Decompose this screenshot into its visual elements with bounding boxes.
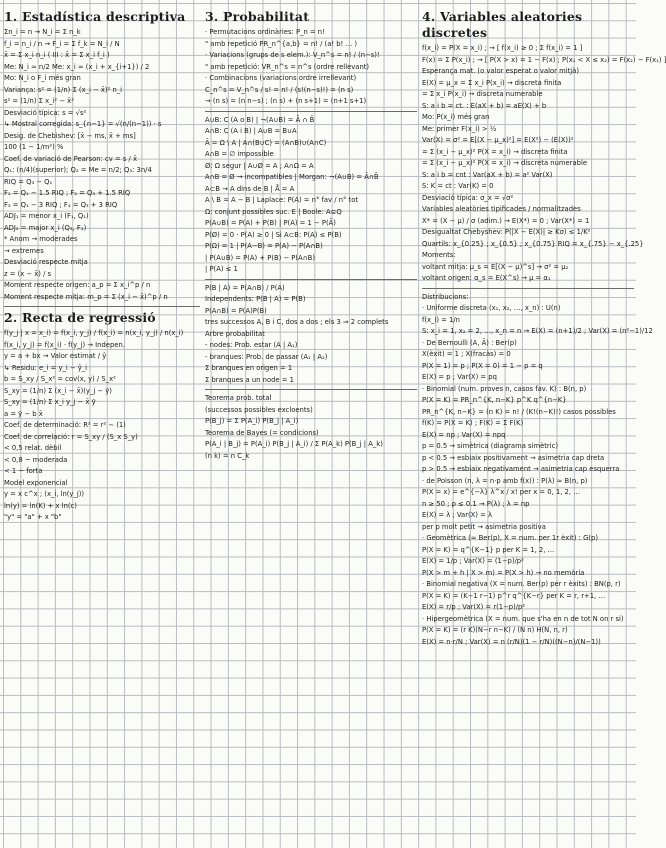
- formula-line: C_n^s = V_n^s / s! = n! / (s!(n−s)!) = (n s): [205, 85, 354, 94]
- formula-line: Esperança mat. (o valor esperat o valor mitjà): [422, 67, 579, 75]
- formula-line: | P(A) ≤ 1: [205, 265, 238, 273]
- formula-line: · Combinacions (variacions ordre irrellevant): [205, 74, 357, 82]
- formula-line: Mo: N_i o F_i més gran: [4, 74, 81, 82]
- formula-line: = Σ x_i P(x_i) → discreta numerable: [422, 90, 543, 98]
- formula-line: f(x_i) = 1/n: [422, 315, 460, 324]
- divider: [205, 111, 417, 112]
- formula-line: ln(y) = ln(K) + x ln(c): [4, 501, 77, 510]
- column-right: [422, 6, 666, 844]
- formula-line: (n k) = n C_k: [205, 451, 250, 460]
- formula-line: P(X = 1) = p ; P(X = 0) = 1 − p = q: [422, 361, 543, 370]
- formula-line: f(K) = P(X = K) ; F(K) = Σ F(K): [422, 419, 524, 427]
- formula-line: f(x_i) = P(X = x_i) ; → [ f(x_i) ≥ 0 ; Σ f(x_i) = 1 ]: [422, 44, 583, 52]
- formula-line: Ø: Ω segur | A∪Ø = A ; A∩Ω = A: [205, 161, 314, 170]
- conditional-probability-lines: [205, 283, 417, 387]
- formula-line: Variables aleatòries tipificades / normalitzades: [422, 205, 581, 213]
- formula-line: P(B | A) = P(A∩B) / P(A): [205, 283, 285, 292]
- formula-line: P(X > m + h | X > m) = P(X > h) → no memòria: [422, 568, 585, 577]
- formula-line: S_xy = (1/n) Σ x_i y_j − x̄ ȳ: [4, 398, 96, 406]
- formula-line: = Σ (x_i − μ_x)² P(X = x_i) → discreta finita: [422, 147, 568, 156]
- formula-line: Teorema prob. total: [205, 394, 272, 402]
- formula-line: PR_n^{K, n−K} = (n K) = n! / (K!(n−K)!) casos possibles: [422, 407, 616, 416]
- formula-line: Ā = Ω \ A | A∩(B∪C) = (A∩B)∪(A∩C): [205, 138, 327, 147]
- formula-line: Moment respecte mitja: m_p = Σ (x_i − x̄)^p / n: [4, 292, 168, 301]
- formula-line: S: x_i = 1, x₂ = 2, …, x_n = n → E(X) = (n+1)/2 ; Var(X) = (n²−1)/12: [422, 327, 653, 335]
- formula-line: · Binomial negativa (X = num. Ber(p) per r èxits) : BN(p, r): [422, 580, 621, 588]
- formula-line: (successos possibles excloents): [205, 405, 313, 414]
- formula-line: A∪B: C (A o B) | ¬(A∪B) = Ā ∩ B̄: [205, 115, 315, 124]
- formula-line: F₁ = Q₁ − 1.5 RIQ ; F₂ = Q₃ + 1.5 RIQ: [4, 189, 131, 197]
- formula-line: RIQ = Q₃ − Q₁: [4, 177, 53, 186]
- formula-line: ADJ₁ = menor x_i (F₁, Q₁): [4, 212, 89, 220]
- formula-line: Model exponencial: [4, 478, 68, 487]
- formula-line: x̄ = Σ x_i n_i ( III : x̄ = Σ x_i f_i ): [4, 51, 110, 59]
- column-middle: [205, 6, 417, 844]
- formula-line: Var(X) = σ² = E[(X − μ_x)²] = E(X²) − (E(X))²: [422, 136, 574, 144]
- formula-line: Me: N_i ≈ n/2 Me: x_i ≈ (x_i + x_{i+1}) / 2: [4, 62, 150, 71]
- formula-line: y = x c^x ; (x_i, ln(y_j)): [4, 490, 85, 498]
- formula-line: Desviació típica: σ_x = √σ²: [422, 193, 514, 202]
- formula-line: E(X) = 1/p ; Var(X) = (1−p)/p²: [422, 557, 524, 565]
- section-title-descriptive-statistics: 1. Estadística descriptiva: [4, 9, 186, 24]
- formula-line: · de Poisson (n, λ = n·p amb f(x)) : P(λ) ≈ B(n, p): [422, 476, 588, 485]
- formula-line: per p molt petit → asimetria positiva: [422, 522, 546, 531]
- section-title-regression: 2. Recta de regressió: [4, 310, 156, 325]
- formula-line: 100 (1 − 1/m²) %: [4, 143, 64, 151]
- formula-line: < 1 ~ forta: [4, 467, 43, 475]
- formula-line: P(A∪B) = P(A) + P(B) | P(A) = 1 − P(Ā): [205, 219, 336, 227]
- formula-line: S: K = ct : Var(K) = 0: [422, 182, 494, 190]
- formula-line: P(A_i | B_j) = P(A_i) P(B_j | A_i) / Σ P(A_k) P(B_j | A_k): [205, 440, 383, 448]
- formula-line: P(X = K) = (r K)(N−r n−K) / (N n) H(N, n, r): [422, 626, 568, 634]
- formula-line: Σ branques en origen = 1: [205, 364, 293, 372]
- formula-line: S: a i b = cnt : Var(aX + b) = a² Var(X): [422, 170, 553, 179]
- formula-line: Σ branques a un node = 1: [205, 375, 294, 384]
- formula-line: A∩B: C (A i B) | A∪B = B∪A: [205, 127, 297, 135]
- formula-line: ↳ Residu: e_i = y_i − ŷ_i: [4, 363, 88, 372]
- formula-line: A∩B = Ø → incompatibles | Morgan: ¬(A∪B) = Ā∩B̄: [205, 173, 379, 181]
- descriptive-statistics-lines: [4, 27, 200, 303]
- formula-line: → extremes: [4, 246, 44, 255]
- set-operations-lines: [205, 115, 417, 276]
- discrete-variable-lines: [422, 43, 666, 285]
- formula-line: Σn_i = n → N_i = Σ n_k: [4, 28, 81, 36]
- formula-line: P(X = K) = PR_n^{K, n−K} p^K q^{n−K}: [422, 396, 567, 404]
- formula-line: Coef. de determinació: R² = r² ∼ (1): [4, 421, 126, 429]
- formula-line: voltant mitja: μ_s = E[(X − μ)^s] → σ² = μ₂: [422, 262, 569, 271]
- formula-line: y = a + bx → Valor estimat / ŷ: [4, 352, 107, 360]
- formula-line: P(Ω) = 1 | P(A−B) = P(A) − P(A∩B): [205, 242, 323, 250]
- formula-line: A⊂B → A dins de B | Ā̄ = A: [205, 184, 295, 193]
- divider: [205, 279, 417, 280]
- formula-line: Distribucions:: [422, 292, 469, 301]
- formula-line: E(X) = np ; Var(X) = npq: [422, 430, 506, 439]
- formula-line: P(A∩B) = P(A)P(B): [205, 306, 267, 315]
- distribution-lines: [422, 292, 653, 649]
- formula-line: Coef. de correlació: r = S_xy / (S_x S_y): [4, 432, 138, 441]
- regression-lines: [4, 328, 200, 524]
- bayes-lines: [205, 393, 417, 462]
- formula-line: ADJ₂ = major x_i (Q₃, F₂): [4, 223, 87, 232]
- formula-line: * Anom → moderades: [4, 235, 78, 243]
- formula-line: Desviació respecte mitja: [4, 258, 88, 266]
- formula-line: Desig. de Chebishev: [x̄ − ms, x̄ + ms]: [4, 131, 136, 140]
- formula-line: "y" = "a" + x "b": [4, 513, 62, 521]
- formula-line: f_i = n_i / n → F_i = Σ f_k = N_i / N: [4, 39, 120, 48]
- formula-line: E(X) = n·r/N ; Var(X) = n (r/N)(1 − r/N)((N−n)/(N−1)): [422, 637, 601, 646]
- formula-line: Moments:: [422, 251, 456, 259]
- formula-line: n ≥ 50 ; p ≤ 0.1 → P(λ) ; λ = np: [422, 499, 530, 508]
- formula-line: " amb repetició PR_n^{a,b} = n! / (a! b! … ): [205, 39, 358, 48]
- combinatorics-lines: [205, 27, 417, 108]
- formula-line: ↳ Mostral corregida: s_{n−1} = √(n/(n−1)) · s: [4, 120, 162, 128]
- formula-line: - nodes: Prob. estar (A | A₁): [205, 341, 298, 349]
- formula-line: E(X) = λ ; Var(X) = λ: [422, 511, 492, 519]
- formula-line: X* = (X − μ) / σ (adim.) → E(X*) = 0 ; Var(X*) = 1: [422, 216, 590, 225]
- formula-line: Desviació típica: s = √s²: [4, 108, 87, 117]
- formula-line: · Geomètrica (≈ Ber(p), X = num. per 1r èxit) : G(p): [422, 534, 598, 542]
- divider: [4, 306, 200, 307]
- column-left: [4, 6, 200, 844]
- formula-line: · Hipergeomètrica (X = num. que s'ha en n de tot N on r si): [422, 614, 624, 623]
- formula-line: P(B_j) = Σ P(A_i) P(B_j | A_i): [205, 417, 299, 425]
- formula-line: · Permutacions ordinàries: P_n = n!: [205, 28, 325, 36]
- formula-line: E(X) = r/p ; Var(X) = r(1−p)/p²: [422, 603, 526, 611]
- formula-line: s² = (1/n) Σ x_i² − x̄²: [4, 97, 74, 105]
- formula-line: | P(A∪B) = P(A) + P(B) − P(A∩B): [205, 253, 315, 262]
- formula-line: b = S_xy / S_x² = cov(x, y) / S_x²: [4, 375, 116, 383]
- section-title-probability: 3. Probabilitat: [205, 9, 310, 24]
- formula-line: F(x) = Σ P(x_i) ; → [ P(X > x) = 1 − F(x) ; P(x₁ < X ≤ x₂) = F(x₂) − F(x₁) ]: [422, 55, 666, 64]
- formula-line: Desigualtat Chebyshev: P(|X − E(X)| ≥ Kσ) ≤ 1/K²: [422, 228, 591, 236]
- formula-line: P(X = K) = (K−1 r−1) p^r q^{K−r} per K = r, r+1, …: [422, 591, 606, 600]
- formula-line: = Σ (x_i − μ_x)² P(X = x_i) → discreta numerable: [422, 159, 588, 167]
- formula-line: Coef. de variació de Pearson: cv = s / x̄: [4, 154, 138, 163]
- formula-line: A \ B = A − B | Laplace: P(A) = n° fav / n° tot: [205, 196, 359, 204]
- formula-line: → (n s) = (n n−s) ; (n s) + (n s+1) = (n+1 s+1): [205, 97, 367, 105]
- formula-line: p = 0.5 → simètrica (diagrama simètric): [422, 442, 559, 450]
- formula-line: · Binomial (num. proves n, casos fav. K) : B(n, p): [422, 384, 587, 393]
- formula-line: Variança: s² = (1/n) Σ (x_i − x̄)² n_i: [4, 85, 123, 94]
- formula-line: Mo: P(x_i) més gran: [422, 113, 490, 121]
- formula-line: Quartils: x_{0.25} ; x_{0.5} ; x_{0.75} RIQ = x_{.75} − x_{.25}: [422, 239, 644, 248]
- formula-line: tres successos A, B i C, dos a dos ; els 3 ⇒ 2 complets: [205, 318, 389, 326]
- formula-line: voltant origen: α_s = E(X^s) → μ = α₁: [422, 274, 551, 282]
- formula-line: Independents: P(B | A) = P(B): [205, 295, 306, 303]
- formula-line: A∩B = ∅ impossible: [205, 150, 274, 158]
- formula-line: P(Ø) = 0 · P(A) ≥ 0 | Si A⊂B: P(A) ≤ P(B): [205, 230, 342, 239]
- section-title-discrete-variables: 4. Variables aleatories discretes: [422, 9, 583, 40]
- formula-line: p < 0.5 → esbiaix positivament → asimetria cap dreta: [422, 453, 605, 462]
- formula-line: · Variacions (grups de s elem.): V_n^s = n! / (n−s)!: [205, 51, 380, 59]
- formula-line: X(èxit) = 1 ; X(fracàs) = 0: [422, 350, 511, 358]
- formula-line: f(y_j | x = x_i) = f(x_i, y_j) / f(x_i) = n(x_i, y_j) / n(x_i): [4, 329, 184, 337]
- formula-line: Ω: conjunt possibles suc. E | Boole: A⊆Q: [205, 207, 342, 216]
- formula-line: Arbre probabilitat: [205, 329, 265, 338]
- formula-line: E(X) = μ_x = Σ x_i P(x_i) → discreta finita: [422, 78, 562, 87]
- formula-line: S_xy = (1/n) Σ (x_i − x̄)(y_j − ȳ): [4, 386, 112, 395]
- formula-line: Moment respecte origen: a_p = Σ x_i^p / n: [4, 281, 151, 289]
- formula-line: < 0,8 ~ moderada: [4, 455, 68, 464]
- formula-line: < 0,5 relat. dèbil: [4, 444, 62, 452]
- formula-line: z = (x − x̄) / s: [4, 269, 52, 278]
- formula-line: E(X) = p ; Var(X) = pq: [422, 373, 497, 381]
- formula-line: · Uniforme discreta (x₁, x₂, …, x_n) : U(n): [422, 304, 561, 312]
- divider: [205, 389, 417, 390]
- formula-line: · De Bernoulli (A, Ā) : Ber(p): [422, 338, 517, 347]
- formula-line: Me: primer F(x_i) > ½: [422, 124, 497, 133]
- formula-line: F₃ = Q₁ − 3 RIQ ; F₄ = Q₃ + 3 RIQ: [4, 200, 118, 209]
- formula-line: a = ȳ − b x̄: [4, 409, 43, 418]
- formula-line: P(X = x) = e^{−λ} λ^x / x! per x = 0, 1, 2, …: [422, 488, 580, 496]
- formula-line: P(X = K) = q^{K−1} p per K = 1, 2, …: [422, 545, 555, 554]
- formula-line: Q₁: (n/4)(superior); Q₂ = Me = n/2; Q₃: 3n/4: [4, 166, 152, 174]
- formula-line: " amb repetició: VR_n^s = n^s (ordre rellevant): [205, 62, 370, 71]
- divider: [422, 288, 634, 289]
- formula-line: p > 0.5 → esbiaix negativament → asimetria cap esquerra: [422, 465, 620, 473]
- formula-line: - branques: Prob. de passar (A₁ | A₂): [205, 352, 328, 361]
- formula-line: S: a i b = ct. : E(aX + b) = aE(X) + b: [422, 101, 547, 110]
- formula-line: f(x_i, y_j) = f(x_i) · f(y_j) → Indepen.: [4, 340, 125, 349]
- formula-line: Teorema de Bayes (= condicions): [205, 428, 319, 437]
